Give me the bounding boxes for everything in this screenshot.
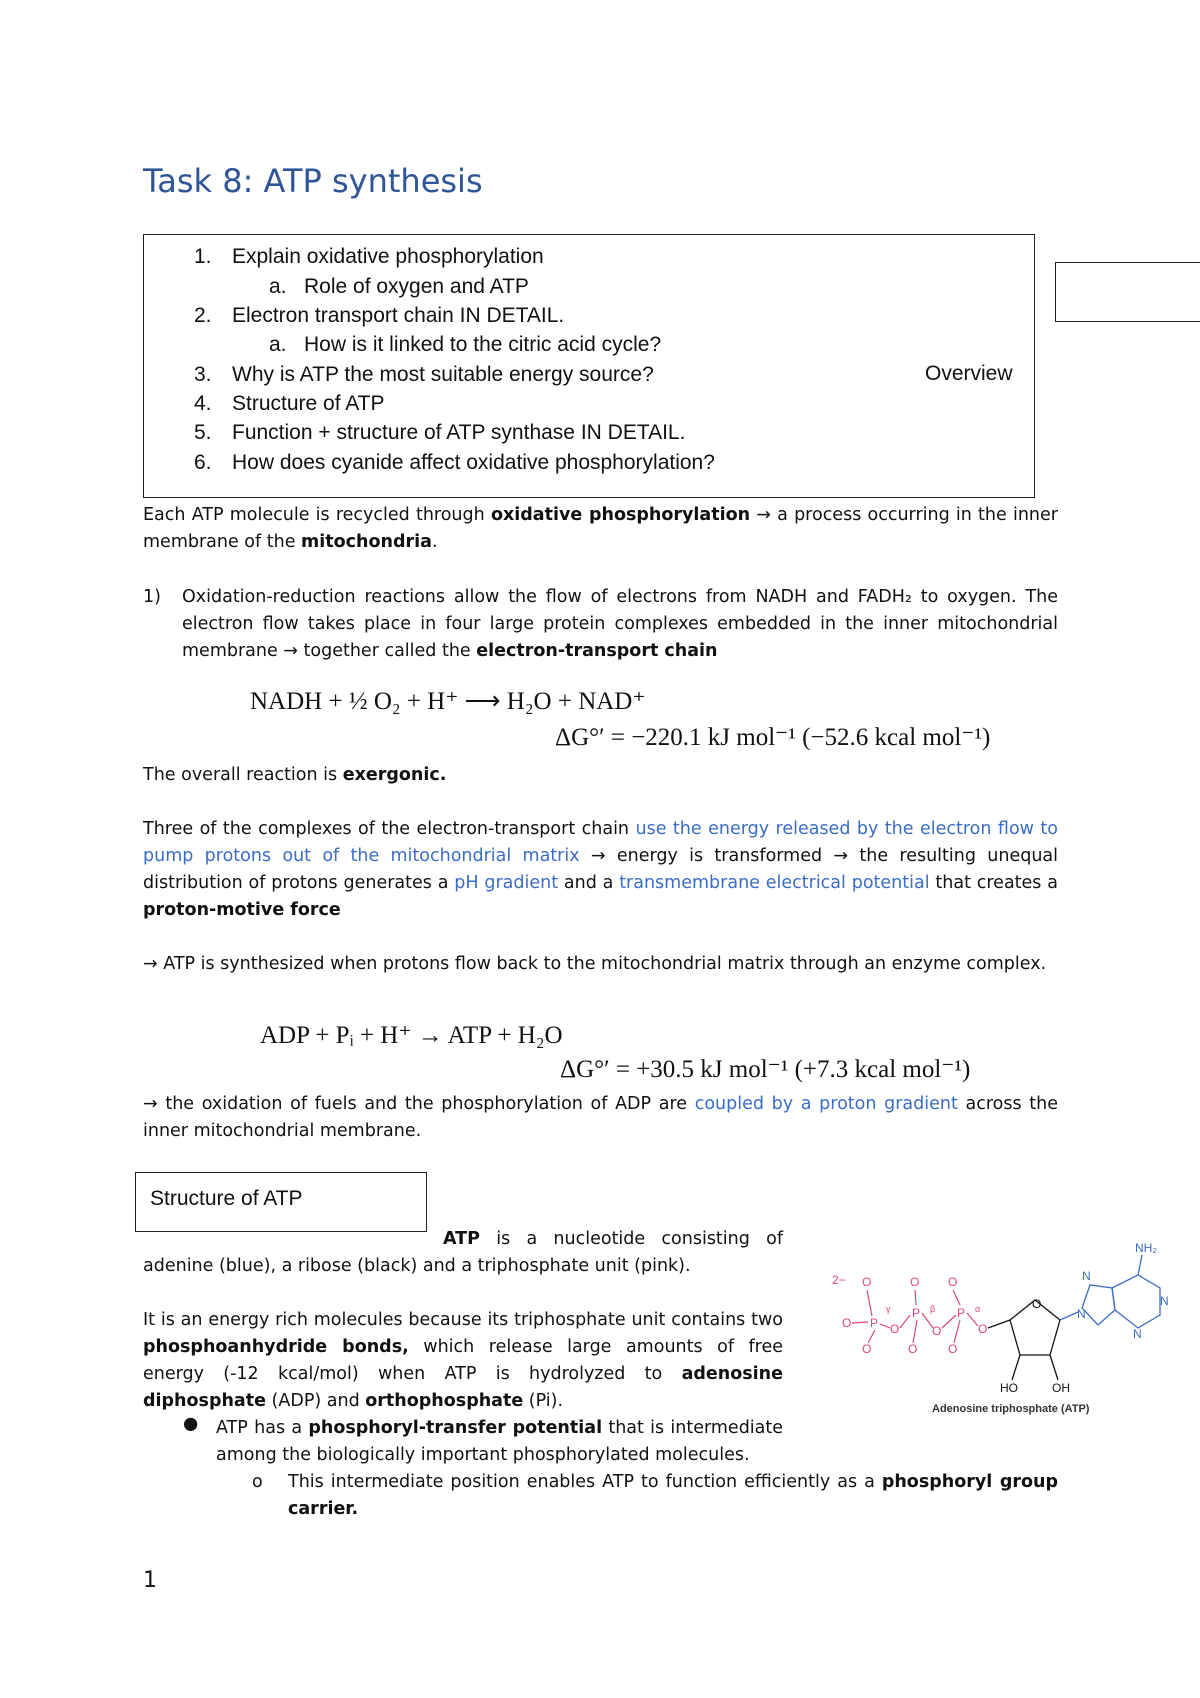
energy-paragraph: It is an energy rich molecules because its triphosphate unit contains two phosphoanhydride bonds, which release large amounts of free energy (-12 kcal/mol) when ATP is hydrolyzed to adenosine diphosphate (ADP) and orthophosphate (Pi). — [143, 1310, 783, 1411]
question-number: a. — [269, 275, 287, 298]
page-title: Task 8: ATP synthesis — [143, 162, 483, 200]
question-number: 2. — [194, 304, 212, 327]
svg-text:O: O — [932, 1324, 942, 1338]
svg-text:P: P — [957, 1306, 966, 1320]
overview-label: Overview — [925, 362, 1013, 385]
oh-label: OH — [1052, 1381, 1070, 1395]
ho-label: HO — [1000, 1381, 1018, 1395]
question-item: Structure of ATP — [232, 392, 385, 415]
section-heading-box — [135, 1172, 427, 1232]
synthesis-paragraph: → ATP is synthesized when protons flow back to the mitochondrial matrix through an enzyme complex. — [143, 954, 1047, 974]
question-number: 1. — [194, 245, 212, 268]
list-item: Oxidation-reduction reactions allow the flow of electrons from NADH and FADH₂ to oxygen. The electron flow takes place in four large protein complexes embedded in the inner mitochondrial membrane → together called the electron-transport chain — [182, 587, 1058, 661]
coupling-paragraph: → the oxidation of fuels and the phosphorylation of ADP are coupled by a proton gradient across the inner mitochondrial membrane. — [143, 1094, 1058, 1141]
atp-description: ATP is a nucleotide consisting of adenine (blue), a ribose (black) and a triphosphate unit (pink). — [143, 1229, 783, 1276]
proton-paragraph: Three of the complexes of the electron-transport chain use the energy released by the electron flow to pump protons out of the mitochondrial matrix → energy is transformed → the resulting unequal distribution of protons generates a pH gradient and a transmembrane electrical potential that creates a proton-motive force — [143, 819, 1058, 920]
question-item: How is it linked to the citric acid cycle? — [304, 333, 662, 356]
question-number: a. — [269, 333, 287, 356]
ribose-ring — [988, 1300, 1060, 1380]
svg-text:α: α — [975, 1304, 981, 1314]
atp-structure-figure — [820, 1240, 1190, 1415]
list-marker: 1) — [143, 587, 161, 607]
svg-text:O: O — [948, 1342, 958, 1356]
svg-text:O: O — [1032, 1297, 1042, 1311]
svg-text:P: P — [912, 1306, 921, 1320]
question-number: 5. — [194, 421, 212, 444]
equation-atp-energy: ΔG°′ = +30.5 kJ mol⁻¹ (+7.3 kcal mol⁻¹) — [560, 1056, 971, 1083]
svg-text:β: β — [930, 1304, 936, 1314]
bullet-marker: ● — [183, 1414, 199, 1434]
svg-text:N: N — [1133, 1327, 1142, 1341]
questions-box — [143, 234, 1035, 498]
svg-text:γ: γ — [886, 1304, 891, 1314]
question-number: 4. — [194, 392, 212, 415]
charge-label: 2− — [832, 1273, 846, 1287]
svg-text:N: N — [1160, 1294, 1169, 1308]
figure-caption: Adenosine triphosphate (ATP) — [932, 1403, 1090, 1415]
svg-text:O: O — [910, 1275, 920, 1289]
svg-text:O: O — [890, 1322, 900, 1336]
triphosphate-unit — [832, 1273, 987, 1356]
question-item: Why is ATP the most suitable energy source? — [232, 363, 654, 386]
question-item: Explain oxidative phosphorylation — [232, 245, 544, 268]
page-number: 1 — [143, 1568, 157, 1593]
question-item: Role of oxygen and ATP — [304, 275, 529, 298]
question-item: Function + structure of ATP synthase IN DETAIL. — [232, 421, 686, 444]
equation-nadh: NADH + ½ O₂ + H⁺ ⟶ H₂O + NAD⁺ — [250, 688, 646, 715]
equation-nadh-energy: ΔG°′ = −220.1 kJ mol⁻¹ (−52.6 kcal mol⁻¹) — [555, 724, 991, 751]
exergonic-paragraph: The overall reaction is exergonic. — [143, 765, 447, 785]
intro-paragraph: Each ATP molecule is recycled through oxidative phosphorylation → a process occurring in the inner membrane of the mitochondria. — [143, 505, 1058, 552]
svg-text:O: O — [842, 1316, 852, 1330]
question-number: 3. — [194, 363, 212, 386]
svg-text:N: N — [1077, 1307, 1086, 1321]
question-item: How does cyanide affect oxidative phosphorylation? — [232, 451, 715, 474]
adenine-ring — [1060, 1255, 1160, 1328]
question-number: 6. — [194, 451, 212, 474]
section-heading: Structure of ATP — [150, 1187, 303, 1210]
svg-text:O: O — [948, 1275, 958, 1289]
equation-atp: ADP + Pᵢ + H⁺ → ATP + H₂O — [260, 1022, 563, 1049]
sub-bullet-marker: o — [252, 1472, 263, 1492]
nh2-label: NH₂ — [1135, 1241, 1157, 1255]
svg-text:O: O — [862, 1275, 872, 1289]
bullet-item: ATP has a phosphoryl-transfer potential that is intermediate among the biologically important phosphorylated molecules. — [216, 1418, 784, 1465]
svg-text:O: O — [978, 1322, 988, 1336]
svg-text:O: O — [908, 1342, 918, 1356]
overview-box — [1055, 262, 1200, 322]
question-item: Electron transport chain IN DETAIL. — [232, 304, 565, 327]
svg-text:O: O — [862, 1342, 872, 1356]
sub-bullet-item: This intermediate position enables ATP to function efficiently as a phosphoryl group carrier. — [288, 1472, 1058, 1519]
svg-text:N: N — [1082, 1269, 1091, 1283]
svg-text:P: P — [870, 1316, 879, 1330]
